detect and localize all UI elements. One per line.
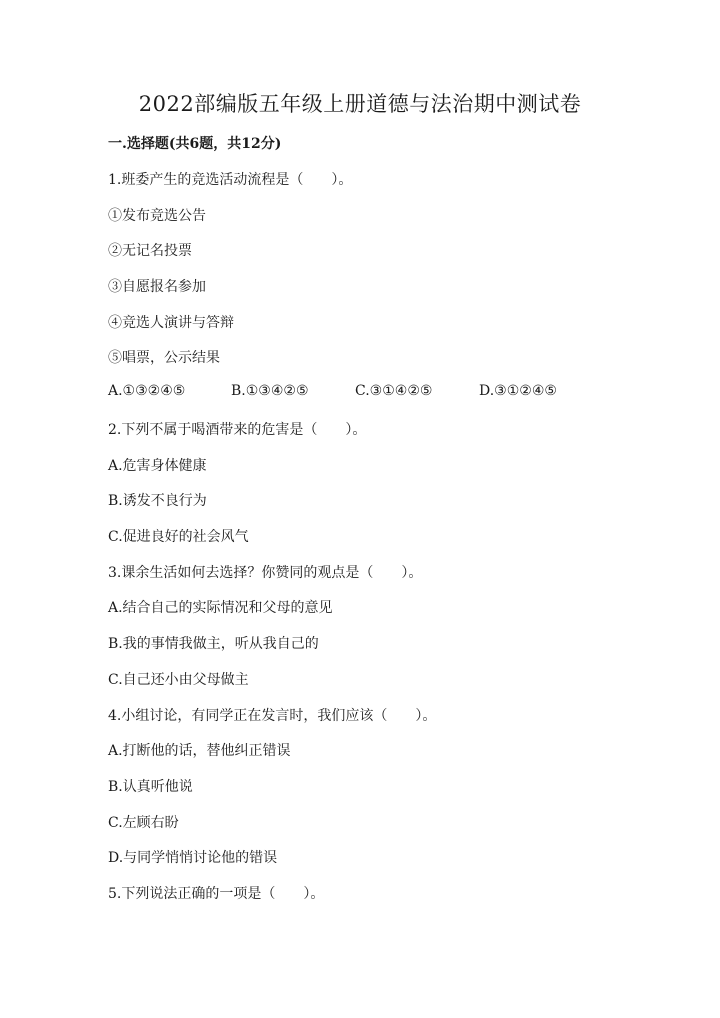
question-5-stem: 5.下列说法正确的一项是（ ）。 [108,886,325,902]
page-title: 2022部编版五年级上册道德与法治期中测试卷 [138,92,582,116]
question-2-stem: 2.下列不属于喝酒带来的危害是（ ）。 [108,422,367,438]
question-4-stem: 4.小组讨论，有同学正在发言时，我们应该（ ）。 [108,708,437,724]
section-heading: 一.选择题(共6题，共12分) [108,136,282,152]
question-1-option-d: D.③①②④⑤ [479,383,557,399]
question-1-item: ①发布竞选公告 [108,208,206,224]
question-1-option-c: C.③①④②⑤ [355,383,433,399]
question-1-item: ③自愿报名参加 [108,279,206,295]
question-1-item: ④竞选人演讲与答辩 [108,315,234,331]
question-3-option: B.我的事情我做主，听从我自己的 [108,636,319,652]
question-1-item: ②无记名投票 [108,243,192,259]
question-4-option: D.与同学悄悄讨论他的错误 [108,850,278,866]
question-2-option: C.促进良好的社会风气 [108,529,249,545]
question-3-stem: 3.课余生活如何去选择？你赞同的观点是（ ）。 [108,565,423,581]
question-1-option-b: B.①③④②⑤ [231,383,309,399]
question-2-option: B.诱发不良行为 [108,493,207,509]
question-1-stem: 1.班委产生的竞选活动流程是（ ）。 [108,172,353,188]
question-3-option: C.自己还小由父母做主 [108,672,249,688]
question-4-option: A.打断他的话，替他纠正错误 [108,743,291,759]
question-4-option: C.左顾右盼 [108,815,179,831]
question-1-option-a: A.①③②④⑤ [108,383,186,399]
question-4-option: B.认真听他说 [108,779,193,795]
question-3-option: A.结合自己的实际情况和父母的意见 [108,600,333,616]
question-2-option: A.危害身体健康 [108,458,207,474]
question-1-item: ⑤唱票，公示结果 [108,350,220,366]
